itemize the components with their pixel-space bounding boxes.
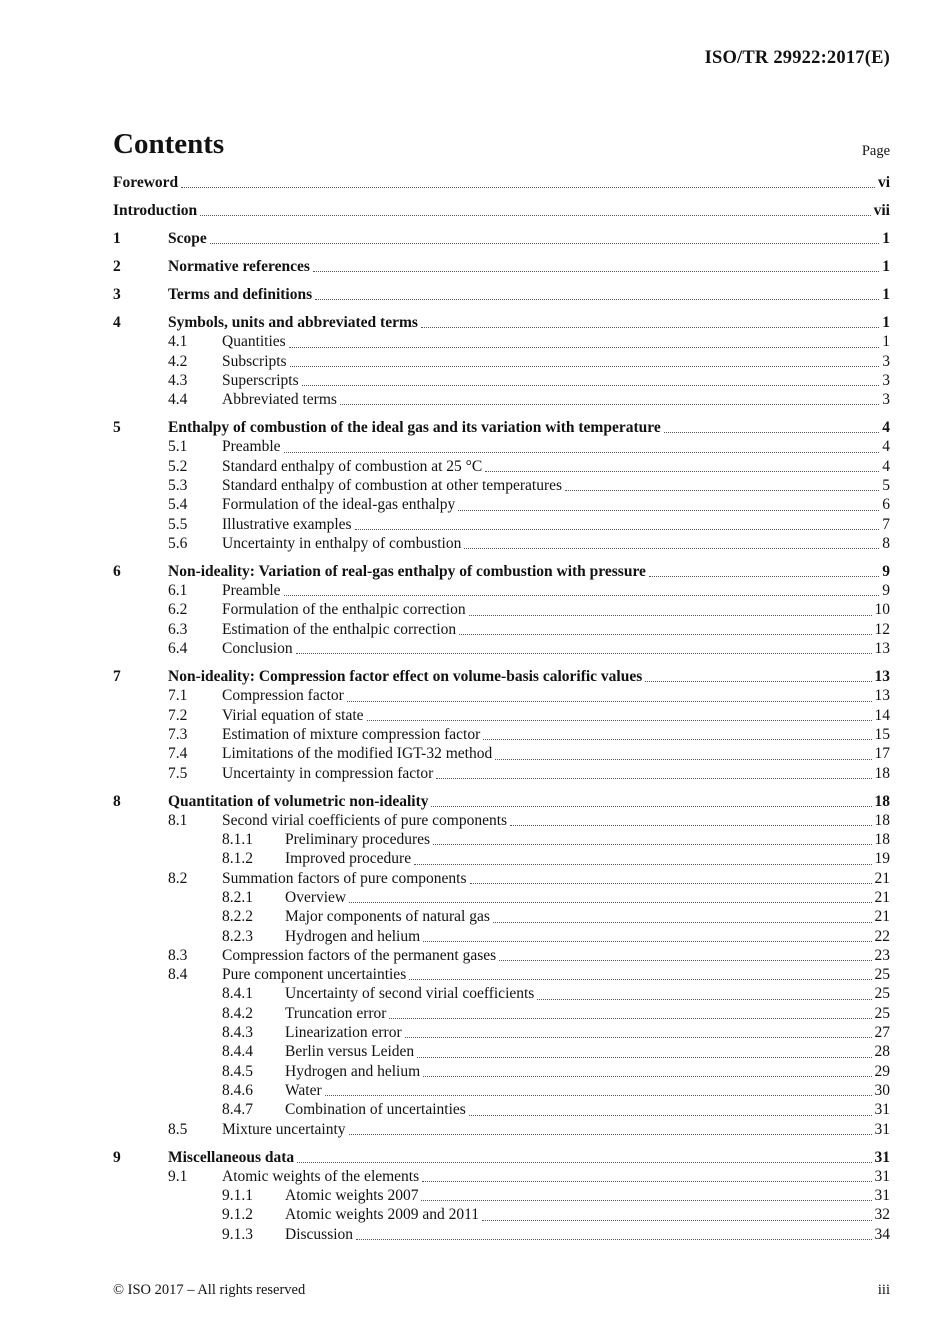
toc-row[interactable]	[113, 1167, 890, 1186]
toc-row[interactable]	[113, 1225, 890, 1244]
dotted-leader	[297, 1162, 871, 1163]
toc-row[interactable]	[113, 476, 890, 495]
dotted-leader	[389, 1018, 871, 1019]
dotted-leader	[436, 778, 871, 779]
dotted-leader	[367, 720, 872, 721]
toc-entry-number: 6.1	[168, 582, 188, 600]
toc-entry-number: 5.4	[168, 496, 188, 514]
dotted-leader	[495, 759, 871, 760]
toc-entry-title: Atomic weights 2007	[285, 1187, 419, 1205]
toc-entry-title: Virial equation of state	[222, 706, 364, 724]
toc-entry-title: Introduction	[113, 201, 198, 219]
toc-entry-title: Normative references	[168, 257, 310, 275]
toc-row[interactable]	[113, 285, 890, 304]
toc-entry-title: Improved procedure	[285, 850, 412, 868]
toc-entry-number: 6.4	[168, 640, 188, 658]
toc-row[interactable]	[113, 313, 890, 332]
dotted-leader	[433, 844, 871, 845]
toc-entry-page: 8	[882, 534, 890, 552]
toc-row[interactable]	[113, 830, 890, 849]
dotted-leader	[645, 681, 871, 682]
toc-row[interactable]	[113, 1120, 890, 1139]
toc-entry-page: 13	[874, 687, 890, 705]
toc-entry-page: 13	[874, 668, 890, 686]
toc-entry-title: Symbols, units and abbreviated terms	[168, 313, 418, 331]
dotted-leader	[417, 1057, 871, 1058]
toc-entry-number: 5.6	[168, 534, 188, 552]
toc-entry-page: 29	[874, 1062, 890, 1080]
toc-row[interactable]	[113, 725, 890, 744]
toc-row[interactable]	[113, 437, 890, 456]
toc-entry-title: Terms and definitions	[168, 285, 313, 303]
toc-entry-page: 4	[882, 438, 890, 456]
toc-entry-page: 4	[882, 457, 890, 475]
dotted-leader	[405, 1037, 872, 1038]
toc-entry-title: Major components of natural gas	[285, 908, 490, 926]
toc-entry-title: Compression factors of the permanent gases	[222, 946, 497, 964]
toc-entry-title: Miscellaneous data	[168, 1148, 295, 1166]
dotted-leader	[340, 404, 879, 405]
toc-entry-page: 21	[874, 888, 890, 906]
dotted-leader	[414, 864, 871, 865]
dotted-leader	[409, 979, 871, 980]
toc-entry-page: 18	[874, 792, 890, 810]
toc-entry-title: Combination of uncertainties	[285, 1101, 466, 1119]
toc-entry-number: 7.3	[168, 725, 188, 743]
toc-entry-number: 4.3	[168, 371, 188, 389]
toc-row[interactable]	[113, 744, 890, 763]
toc-row[interactable]	[113, 667, 890, 686]
toc-row[interactable]	[113, 229, 890, 248]
dotted-leader	[290, 366, 880, 367]
toc-entry-title: Subscripts	[222, 352, 287, 370]
toc-entry-title: Limitations of the modified IGT-32 method	[222, 745, 493, 763]
dotted-leader	[296, 653, 872, 654]
dotted-leader	[325, 1095, 872, 1096]
toc-row[interactable]	[113, 849, 890, 868]
dotted-leader	[469, 1115, 872, 1116]
toc-row[interactable]	[113, 792, 890, 811]
toc-entry-page: 23	[874, 946, 890, 964]
toc-entry-title: Berlin versus Leiden	[285, 1043, 415, 1061]
toc-entry-page: 13	[874, 640, 890, 658]
dotted-leader	[422, 1181, 871, 1182]
toc-entry-title: Preliminary procedures	[285, 831, 431, 849]
toc-entry-number: 8.5	[168, 1120, 188, 1138]
toc-entry-title: Preamble	[222, 438, 281, 456]
toc-entry-number: 7.2	[168, 706, 188, 724]
page-title: Contents	[113, 128, 225, 160]
toc-entry-page: 1	[882, 285, 890, 303]
toc-entry-page: 21	[874, 869, 890, 887]
toc-entry-number: 9.1.3	[222, 1225, 253, 1243]
toc-row[interactable]	[113, 1004, 890, 1023]
toc-entry-title: Quantitation of volumetric non-ideality	[168, 792, 429, 810]
toc-entry-page: 18	[874, 831, 890, 849]
toc-entry-number: 6.3	[168, 620, 188, 638]
dotted-leader	[423, 941, 871, 942]
toc-entry-number: 4.1	[168, 333, 188, 351]
toc-entry-number: 8.4.7	[222, 1101, 253, 1119]
dotted-leader	[200, 215, 871, 216]
toc-entry-title: Foreword	[113, 174, 179, 191]
toc-row[interactable]	[113, 869, 890, 888]
page-column-label: Page	[861, 143, 890, 159]
toc-row[interactable]	[113, 581, 890, 600]
toc-row[interactable]	[113, 965, 890, 984]
toc-row[interactable]	[113, 984, 890, 1003]
toc-entry-page: 27	[874, 1024, 890, 1042]
toc-entry-number: 8.4.5	[222, 1062, 253, 1080]
dotted-leader	[464, 548, 879, 549]
toc-entry-number: 8.2.2	[222, 908, 253, 926]
toc-entry-page: vi	[877, 174, 890, 191]
toc-entry-title: Quantities	[222, 333, 286, 351]
toc-entry-page: 1	[882, 229, 890, 247]
dotted-leader	[355, 529, 880, 530]
toc-entry-number: 8.2.1	[222, 888, 253, 906]
toc-row[interactable]	[113, 173, 890, 192]
toc-row[interactable]	[113, 418, 890, 437]
dotted-leader	[289, 347, 880, 348]
toc-entry-page: 31	[874, 1148, 890, 1166]
toc-entry-title: Pure component uncertainties	[222, 966, 407, 984]
folio-page-number: iii	[877, 1282, 890, 1298]
toc-entry-number: 8.4.6	[222, 1081, 253, 1099]
contents-header	[113, 127, 890, 161]
toc-row[interactable]	[113, 201, 890, 220]
toc-entry-page: 31	[874, 1120, 890, 1138]
toc-entry-page: vii	[873, 201, 890, 219]
dotted-leader	[356, 1239, 871, 1240]
toc-row[interactable]	[113, 927, 890, 946]
toc-entry-number: 8.1.1	[222, 831, 253, 849]
toc-entry-title: Superscripts	[222, 371, 299, 389]
toc-entry-page: 22	[874, 927, 890, 945]
dotted-leader	[421, 1200, 871, 1201]
toc-entry-number: 8.2.3	[222, 927, 253, 945]
toc-entry-page: 25	[874, 966, 890, 984]
dotted-leader	[483, 739, 871, 740]
toc-entry-title: Truncation error	[285, 1004, 387, 1022]
toc-row[interactable]	[113, 1062, 890, 1081]
toc-entry-page: 31	[874, 1187, 890, 1205]
toc-entry-number: 8.4	[168, 966, 188, 984]
toc-entry-page: 31	[874, 1101, 890, 1119]
toc-entry-title: Estimation of mixture compression factor	[222, 725, 481, 743]
toc-entry-number: 8.1.2	[222, 850, 253, 868]
dotted-leader	[459, 634, 871, 635]
dotted-leader	[284, 452, 880, 453]
toc-entry-page: 14	[874, 706, 890, 724]
toc-row[interactable]	[113, 600, 890, 619]
toc-entry-page: 3	[882, 371, 890, 389]
toc-row[interactable]	[113, 764, 890, 783]
dotted-leader	[499, 960, 871, 961]
page-footer	[113, 1281, 890, 1300]
dotted-leader	[210, 243, 880, 244]
toc-row[interactable]	[113, 706, 890, 725]
toc-entry-title: Scope	[168, 229, 207, 247]
toc-entry-page: 31	[874, 1167, 890, 1185]
toc-entry-number: 6.2	[168, 601, 188, 619]
dotted-leader	[493, 922, 872, 923]
dotted-leader	[302, 385, 880, 386]
toc-entry-number: 2	[113, 257, 121, 275]
toc-entry-title: Uncertainty in enthalpy of combustion	[222, 534, 462, 552]
toc-entry-title: Standard enthalpy of combustion at 25 °C	[222, 457, 483, 475]
dotted-leader	[664, 432, 880, 433]
toc-entry-page: 9	[882, 562, 890, 580]
toc-row[interactable]	[113, 1148, 890, 1167]
toc-entry-number: 8.4.3	[222, 1024, 253, 1042]
toc-entry-page: 9	[882, 582, 890, 600]
toc-entry-page: 32	[874, 1206, 890, 1224]
toc-entry-page: 10	[874, 601, 890, 619]
toc-entry-page: 28	[874, 1043, 890, 1061]
dotted-leader	[423, 1076, 871, 1077]
toc-row[interactable]	[113, 1042, 890, 1061]
toc-entry-title: Hydrogen and helium	[285, 1062, 421, 1080]
toc-entry-title: Formulation of the enthalpic correction	[222, 601, 466, 619]
toc-row[interactable]	[113, 534, 890, 553]
toc-entry-title: Illustrative examples	[222, 515, 352, 533]
toc-entry-page: 18	[874, 764, 890, 782]
toc-row[interactable]	[113, 457, 890, 476]
toc-entry-number: 1	[113, 229, 121, 247]
copyright-notice: © ISO 2017 – All rights reserved	[113, 1282, 306, 1298]
dotted-leader	[313, 271, 879, 272]
toc-entry-title: Summation factors of pure components	[222, 869, 467, 887]
toc-entry-number: 5	[113, 419, 121, 437]
toc-entry-title: Uncertainty in compression factor	[222, 764, 434, 782]
toc-entry-title: Standard enthalpy of combustion at other temperatures	[222, 476, 563, 494]
toc-entry-title: Atomic weights of the elements	[222, 1167, 420, 1185]
toc-entry-number: 9.1.1	[222, 1187, 253, 1205]
dotted-leader	[181, 187, 875, 188]
toc-row[interactable]	[113, 1100, 890, 1119]
toc-entry-page: 17	[874, 745, 890, 763]
dotted-leader	[349, 902, 871, 903]
toc-row[interactable]	[113, 639, 890, 658]
toc-entry-number: 3	[113, 285, 121, 303]
toc-row[interactable]	[113, 352, 890, 371]
toc-entry-title: Conclusion	[222, 640, 293, 658]
dotted-leader	[482, 1220, 871, 1221]
toc-entry-page: 4	[882, 419, 890, 437]
toc-entry-number: 8.4.4	[222, 1043, 253, 1061]
toc-entry-title: Second virial coefficients of pure components	[222, 811, 508, 829]
toc-row[interactable]	[113, 390, 890, 409]
toc-row[interactable]	[113, 1023, 890, 1042]
toc-entry-number: 5.2	[168, 457, 188, 475]
toc-row[interactable]	[113, 332, 890, 351]
toc-entry-number: 9.1	[168, 1167, 188, 1185]
dotted-leader	[458, 510, 879, 511]
toc-entry-page: 1	[882, 257, 890, 275]
toc-entry-number: 9.1.2	[222, 1206, 253, 1224]
toc-entry-number: 8.2	[168, 869, 188, 887]
toc-row[interactable]	[113, 257, 890, 276]
toc-entry-title: Compression factor	[222, 687, 344, 705]
dotted-leader	[485, 471, 879, 472]
dotted-leader	[469, 615, 872, 616]
toc-entry-number: 8.4.1	[222, 985, 253, 1003]
toc-entry-title: Non-ideality: Compression factor effect on volume-basis calorific values	[168, 668, 643, 686]
toc-entry-number: 7	[113, 668, 121, 686]
dotted-leader	[284, 595, 880, 596]
toc-entry-number: 5.3	[168, 476, 188, 494]
toc-row[interactable]	[113, 888, 890, 907]
toc-entry-title: Mixture uncertainty	[222, 1120, 346, 1138]
toc-row[interactable]	[113, 495, 890, 514]
toc-entry-title: Enthalpy of combustion of the ideal gas and its variation with temperature	[168, 419, 661, 437]
toc-entry-page: 30	[874, 1081, 890, 1099]
toc-entry-number: 8.1	[168, 811, 188, 829]
toc-entry-page: 1	[882, 313, 890, 331]
toc-entry-number: 5.1	[168, 438, 188, 456]
toc-entry-title: Formulation of the ideal-gas enthalpy	[222, 496, 456, 514]
toc-entry-title: Non-ideality: Variation of real-gas enthalpy of combustion with pressure	[168, 562, 646, 580]
toc-entry-page: 7	[882, 515, 890, 533]
toc-entry-title: Water	[285, 1081, 322, 1099]
toc-entry-page: 25	[874, 985, 890, 1003]
toc-row[interactable]	[113, 562, 890, 581]
dotted-leader	[470, 883, 872, 884]
toc-entry-title: Atomic weights 2009 and 2011	[285, 1206, 480, 1224]
toc-entry-number: 7.4	[168, 745, 188, 763]
dotted-leader	[537, 999, 871, 1000]
toc-entry-number: 4.4	[168, 391, 188, 409]
dotted-leader	[349, 1134, 872, 1135]
toc-entry-number: 7.1	[168, 687, 188, 705]
toc-entry-page: 21	[874, 908, 890, 926]
toc-entry-page: 12	[874, 620, 890, 638]
toc-entry-title: Linearization error	[285, 1024, 402, 1042]
toc-row[interactable]	[113, 1081, 890, 1100]
dotted-leader	[649, 576, 879, 577]
toc-entry-page: 3	[882, 391, 890, 409]
toc-entry-number: 8.4.2	[222, 1004, 253, 1022]
toc-row[interactable]	[113, 946, 890, 965]
toc-entry-page: 15	[874, 725, 890, 743]
toc-entry-title: Preamble	[222, 582, 281, 600]
toc-entry-number: 4	[113, 313, 121, 331]
dotted-leader	[347, 701, 872, 702]
toc-row[interactable]	[113, 1205, 890, 1224]
toc-entry-title: Estimation of the enthalpic correction	[222, 620, 457, 638]
toc-entry-page: 3	[882, 352, 890, 370]
toc-entry-page: 18	[874, 811, 890, 829]
dotted-leader	[510, 825, 871, 826]
toc-entry-page: 5	[882, 476, 890, 494]
dotted-leader	[565, 490, 879, 491]
toc-entry-page: 25	[874, 1004, 890, 1022]
toc-entry-page: 19	[874, 850, 890, 868]
toc-row[interactable]	[113, 515, 890, 534]
toc-entry-page: 1	[882, 333, 890, 351]
dotted-leader	[315, 299, 879, 300]
toc-entry-page: 6	[882, 496, 890, 514]
toc-row[interactable]	[113, 811, 890, 830]
toc-entry-title: Abbreviated terms	[222, 391, 337, 409]
document-reference: ISO/TR 29922:2017(E)	[704, 48, 890, 68]
toc-entry-number: 6	[113, 562, 121, 580]
toc-entry-number: 8	[113, 792, 121, 810]
toc-entry-title: Overview	[285, 888, 347, 906]
toc-row[interactable]	[113, 907, 890, 926]
toc-list	[113, 173, 890, 1244]
dotted-leader	[431, 806, 871, 807]
toc-row[interactable]	[113, 620, 890, 639]
toc-entry-title: Hydrogen and helium	[285, 927, 421, 945]
toc-entry-number: 5.5	[168, 515, 188, 533]
toc-entry-number: 8.3	[168, 946, 188, 964]
toc-entry-title: Discussion	[285, 1225, 354, 1243]
toc-entry-number: 4.2	[168, 352, 188, 370]
toc-entry-number: 7.5	[168, 764, 188, 782]
toc-row[interactable]	[113, 1186, 890, 1205]
toc-entry-page: 34	[874, 1225, 890, 1243]
toc-row[interactable]	[113, 371, 890, 390]
toc-row[interactable]	[113, 686, 890, 705]
toc-entry-title: Uncertainty of second virial coefficients	[285, 985, 535, 1003]
toc-entry-number: 9	[113, 1148, 121, 1166]
dotted-leader	[421, 327, 879, 328]
